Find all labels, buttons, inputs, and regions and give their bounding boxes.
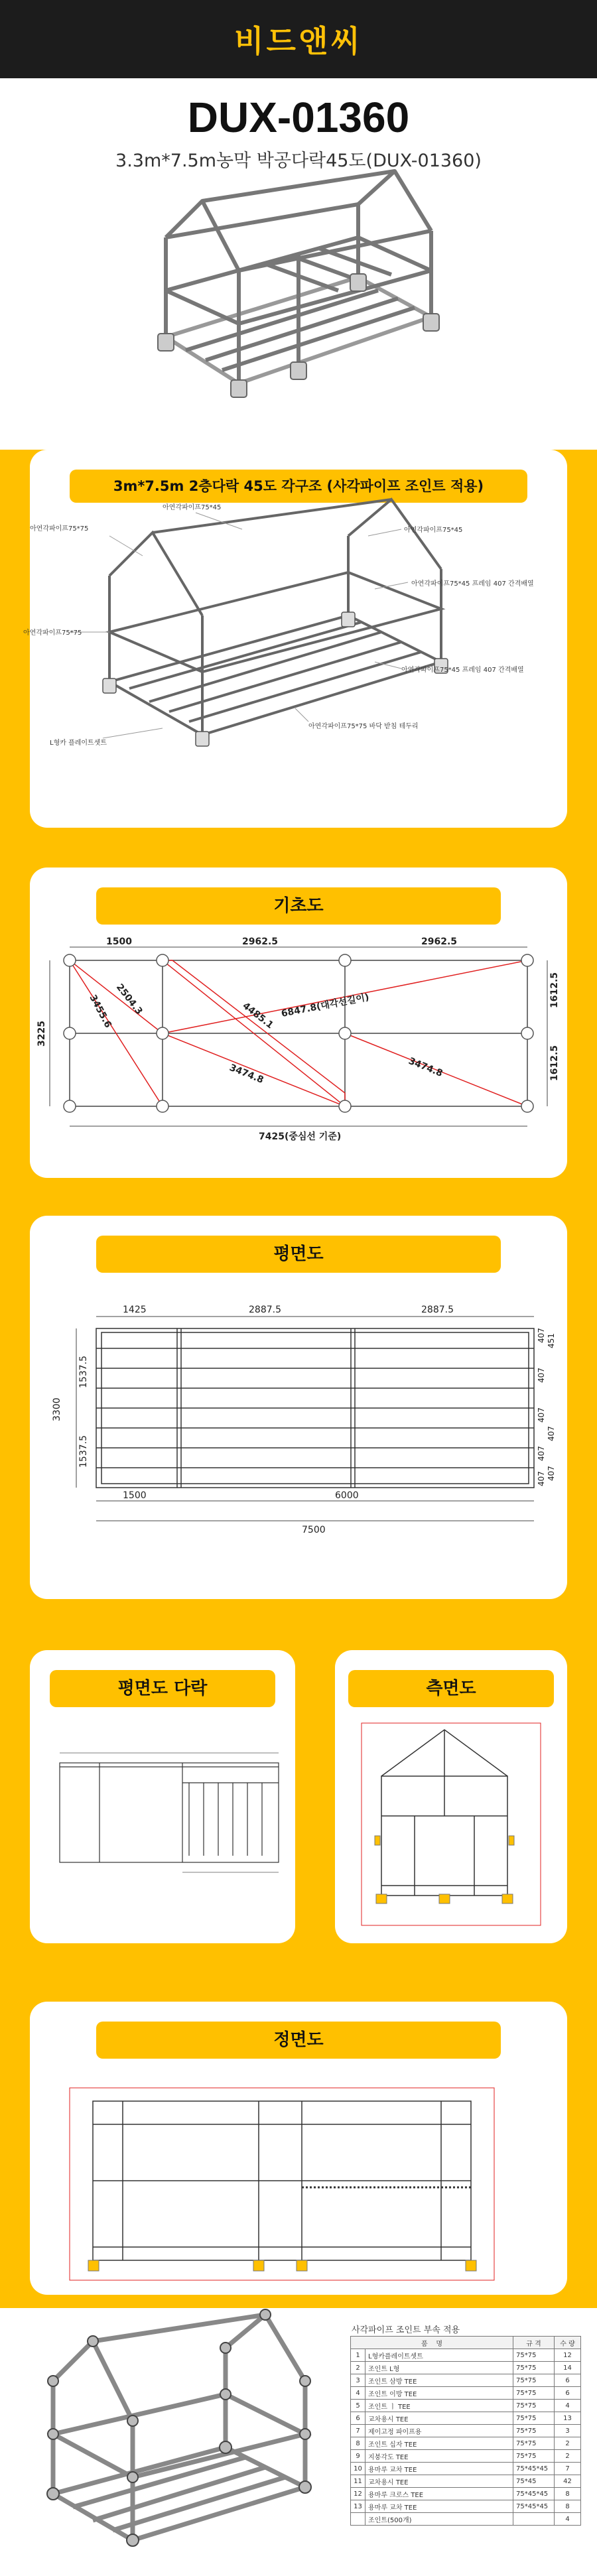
- cell-qty: 14: [555, 2362, 581, 2374]
- hero-section: [0, 78, 597, 450]
- table-row: [351, 2450, 581, 2463]
- side-drawing: [335, 1716, 567, 1929]
- plan-drawing: [30, 1282, 567, 1594]
- plan-dim-left-total: 3300: [52, 1397, 62, 1421]
- cell-qty: 4: [555, 2513, 581, 2526]
- cell-name: 조인트 이방 TEE: [365, 2387, 513, 2400]
- callout-3: 아연각파이프75*45: [404, 527, 463, 534]
- product-subtitle: 3.3m*7.5m농막 박공다락45도(DUX-01360): [115, 151, 482, 171]
- cell-name: 조인트 십자 TEE: [365, 2437, 513, 2450]
- table-row: [351, 2500, 581, 2513]
- cell-qty: 8: [555, 2500, 581, 2513]
- plan-dim-right-7: 407: [537, 1471, 546, 1486]
- loft-plan-title: 평면도 다락: [50, 1670, 275, 1707]
- cell-spec: 75*45*45: [513, 2500, 555, 2513]
- dim-bottom: 7425(중심선 기준): [259, 1131, 342, 1142]
- cell-no: 8: [351, 2437, 365, 2450]
- structure-title: 3m*7.5m 2층다락 45도 각구조 (사각파이프 조인트 적용): [70, 470, 527, 503]
- plan-dim-bottom-b: 6000: [335, 1490, 359, 1501]
- callout-6: 아연각파이프75*45 프레임 407 간격배열: [401, 667, 524, 674]
- dim-top-b: 2962.5: [242, 936, 279, 947]
- cell-no: 4: [351, 2387, 365, 2400]
- foundation-drawing: [30, 934, 567, 1173]
- cell-no: 10: [351, 2463, 365, 2475]
- cell-name: 조인트 삼방 TEE: [365, 2374, 513, 2387]
- table-row: [351, 2362, 581, 2374]
- header-qty: 수 량: [555, 2337, 581, 2349]
- cell-qty: 6: [555, 2387, 581, 2400]
- drawings-section: [0, 450, 597, 2308]
- cell-spec: 75*75: [513, 2362, 555, 2374]
- brand-header: [0, 0, 597, 78]
- structure-card: [23, 450, 567, 828]
- plan-dim-left-b: 1537.5: [78, 1435, 89, 1468]
- table-row: [351, 2437, 581, 2450]
- cell-spec: 75*75: [513, 2412, 555, 2425]
- parts-title: 사각파이프 조인트 부속 적용: [352, 2325, 460, 2335]
- loft-plan-card: [30, 1650, 295, 1943]
- hero-structure-illustration: [139, 191, 451, 470]
- dim-right-bottom: 1612.5: [549, 1045, 560, 1081]
- brand-logo: 비드앤씨: [234, 23, 363, 59]
- dim-right-top: 1612.5: [549, 972, 560, 1008]
- cell-spec: 75*45*45: [513, 2463, 555, 2475]
- dim-diag-4: 3474.8: [228, 1062, 265, 1086]
- parts-header-row: [351, 2337, 581, 2349]
- cell-name: 용마루 교차 TEE: [365, 2500, 513, 2513]
- cell-no: 5: [351, 2400, 365, 2412]
- callout-4: 아연각파이프75*45 프레임 407 간격배열: [411, 580, 534, 588]
- callout-5: 아연각파이프75*75: [23, 629, 82, 637]
- cell-spec: 75*75: [513, 2349, 555, 2362]
- parts-section: [0, 2308, 597, 2576]
- plan-dim-top-c: 2887.5: [421, 1305, 454, 1315]
- plan-dim-right-3: 407: [537, 1407, 546, 1423]
- foundation-card: [30, 868, 567, 1178]
- plan-card: [30, 1216, 567, 1599]
- product-code: DUX-01360: [187, 94, 410, 141]
- cell-no: 7: [351, 2425, 365, 2437]
- cell-name: 조인트 L형: [365, 2362, 513, 2374]
- front-drawing: [30, 2068, 567, 2287]
- dim-diag-5: 6847.8(대각선길이): [280, 992, 370, 1019]
- cell-name: 용마루 교차 TEE: [365, 2463, 513, 2475]
- cell-no: [351, 2513, 365, 2526]
- cell-name: 제이고정 파이프용: [365, 2425, 513, 2437]
- plan-dim-right-top: 451: [547, 1333, 556, 1348]
- front-title: 정면도: [96, 2022, 501, 2059]
- cell-name: L형카플레이트셋트: [365, 2349, 513, 2362]
- cell-qty: 2: [555, 2437, 581, 2450]
- table-row: [351, 2400, 581, 2412]
- plan-dim-right-4: 407: [547, 1426, 556, 1441]
- cell-no: 1: [351, 2349, 365, 2362]
- loft-plan-drawing: [30, 1723, 295, 1922]
- plan-dim-bottom-a: 1500: [123, 1490, 147, 1501]
- cell-name: 조인트(500개): [365, 2513, 513, 2526]
- cell-no: 9: [351, 2450, 365, 2463]
- table-row: [351, 2463, 581, 2475]
- header-spec: 규 격: [513, 2337, 555, 2349]
- cell-no: 11: [351, 2475, 365, 2488]
- cell-no: 3: [351, 2374, 365, 2387]
- dim-top-c: 2962.5: [421, 936, 458, 947]
- cell-qty: 3: [555, 2425, 581, 2437]
- plan-dim-left-a: 1537.5: [78, 1356, 89, 1388]
- cell-spec: 75*75: [513, 2425, 555, 2437]
- cell-no: 12: [351, 2488, 365, 2500]
- joint-structure-illustration: [27, 2321, 345, 2567]
- table-row: [351, 2412, 581, 2425]
- dim-diag-6: 3474.8: [407, 1055, 444, 1079]
- side-card: [335, 1650, 567, 1943]
- cell-qty: 12: [555, 2349, 581, 2362]
- callout-2: 아연각파이프75*75: [30, 525, 89, 533]
- cell-name: 조인트 ㅣ TEE: [365, 2400, 513, 2412]
- cell-name: 교차용시 TEE: [365, 2412, 513, 2425]
- cell-name: 용마루 크로스 TEE: [365, 2488, 513, 2500]
- cell-spec: 75*45*45: [513, 2488, 555, 2500]
- callout-7: 아연각파이프75*75 바닥 받침 테두리: [308, 723, 419, 730]
- header-name: 명: [436, 2340, 443, 2348]
- parts-table-body: [351, 2349, 581, 2526]
- plan-dim-right-6: 407: [547, 1466, 556, 1481]
- table-row: [351, 2425, 581, 2437]
- cell-spec: 75*75: [513, 2437, 555, 2450]
- side-title: 측면도: [348, 1670, 554, 1707]
- plan-dim-bottom-total: 7500: [302, 1525, 326, 1535]
- table-row: [351, 2513, 581, 2526]
- table-row: [351, 2387, 581, 2400]
- table-row: [351, 2475, 581, 2488]
- cell-qty: 4: [555, 2400, 581, 2412]
- plan-title: 평면도: [96, 1236, 501, 1273]
- cell-no: 6: [351, 2412, 365, 2425]
- cell-no: 2: [351, 2362, 365, 2374]
- cell-name: 지붕각도 TEE: [365, 2450, 513, 2463]
- cell-qty: 7: [555, 2463, 581, 2475]
- parts-table: [350, 2336, 581, 2526]
- cell-no: 13: [351, 2500, 365, 2513]
- cell-qty: 13: [555, 2412, 581, 2425]
- front-card: [30, 2002, 567, 2295]
- dim-diag-3: 4485.1: [240, 1000, 275, 1031]
- foundation-title: 기초도: [96, 887, 501, 925]
- cell-spec: 75*75: [513, 2400, 555, 2412]
- table-row: [351, 2349, 581, 2362]
- dim-left: 3225: [36, 1021, 47, 1047]
- callout-1: 아연각파이프75*45: [163, 504, 222, 511]
- cell-spec: 75*75: [513, 2374, 555, 2387]
- callout-8: L형카 플레이트셋트: [50, 740, 107, 747]
- cell-name: 교차용시 TEE: [365, 2475, 513, 2488]
- cell-spec: [513, 2513, 555, 2526]
- plan-dim-top-a: 1425: [123, 1305, 147, 1315]
- cell-qty: 2: [555, 2450, 581, 2463]
- plan-dim-right-2: 407: [537, 1368, 546, 1383]
- structure-illustration: [23, 504, 567, 821]
- dim-top-a: 1500: [106, 936, 132, 947]
- dim-diag-1: 2504.3: [113, 982, 145, 1017]
- cell-qty: 8: [555, 2488, 581, 2500]
- plan-dim-right-5: 407: [537, 1446, 546, 1461]
- cell-spec: 75*45: [513, 2475, 555, 2488]
- dim-diag-2: 3455.6: [87, 993, 113, 1030]
- cell-qty: 42: [555, 2475, 581, 2488]
- table-row: [351, 2488, 581, 2500]
- cell-qty: 6: [555, 2374, 581, 2387]
- plan-dim-right-1: 407: [537, 1328, 546, 1343]
- table-row: [351, 2374, 581, 2387]
- plan-dim-top-b: 2887.5: [249, 1305, 281, 1315]
- header-item: 품: [421, 2340, 428, 2348]
- cell-spec: 75*75: [513, 2387, 555, 2400]
- cell-spec: 75*75: [513, 2450, 555, 2463]
